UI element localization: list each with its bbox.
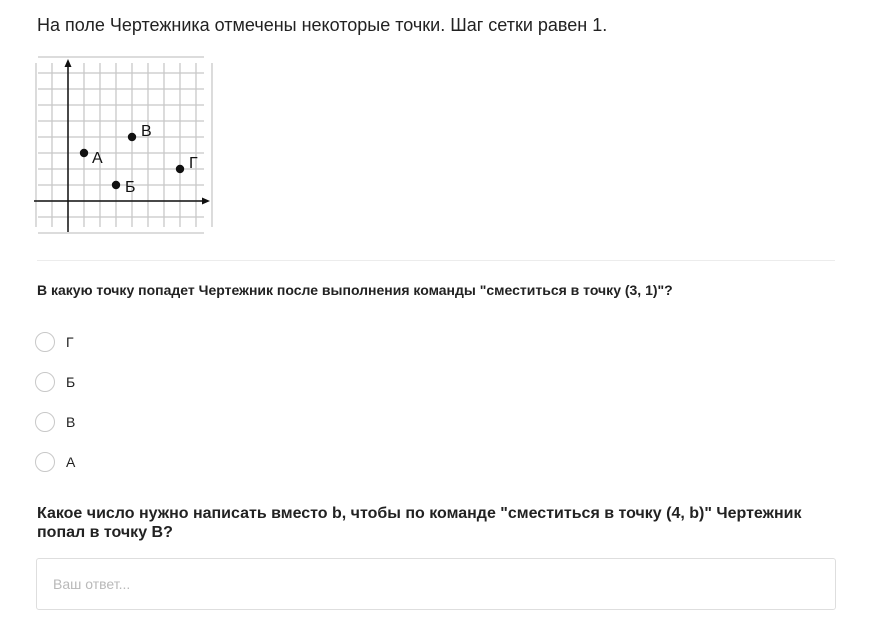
radio-button[interactable]	[35, 412, 55, 432]
option-v[interactable]	[35, 402, 335, 442]
option-label: А	[66, 454, 76, 470]
point-Г	[176, 165, 184, 173]
y-axis-arrow-icon	[65, 59, 72, 67]
coordinate-grid	[34, 56, 214, 236]
x-axis-arrow-icon	[202, 198, 210, 205]
option-b[interactable]	[35, 362, 335, 402]
point-label: Г	[189, 155, 198, 172]
point-label: Б	[125, 179, 136, 196]
point-label: В	[141, 123, 152, 140]
section-divider	[37, 260, 835, 261]
option-a[interactable]	[35, 442, 335, 482]
question-2-text: Какое число нужно написать вместо b, чтобы по команде "сместиться в точку (4, b)" Чертежник попал в точку В?	[37, 505, 802, 541]
point-В	[128, 133, 136, 141]
radio-button[interactable]	[35, 332, 55, 352]
option-label: Б	[66, 374, 76, 390]
option-label: Г	[66, 334, 74, 350]
option-label: В	[66, 414, 76, 430]
question-1-options	[35, 322, 335, 482]
coordinate-grid-figure	[34, 56, 214, 236]
point-label: А	[92, 150, 103, 167]
question-1-text: В какую точку попадет Чертежник после выполнения команды "сместиться в точку (3, 1)"?	[37, 282, 673, 298]
radio-button[interactable]	[35, 452, 55, 472]
radio-button[interactable]	[35, 372, 55, 392]
point-А	[80, 149, 88, 157]
answer-box	[36, 558, 836, 610]
option-g[interactable]	[35, 322, 335, 362]
intro-text: На поле Чертежника отмечены некоторые точки. Шаг сетки равен 1.	[37, 15, 608, 35]
point-Б	[112, 181, 120, 189]
answer-input[interactable]	[37, 559, 835, 609]
